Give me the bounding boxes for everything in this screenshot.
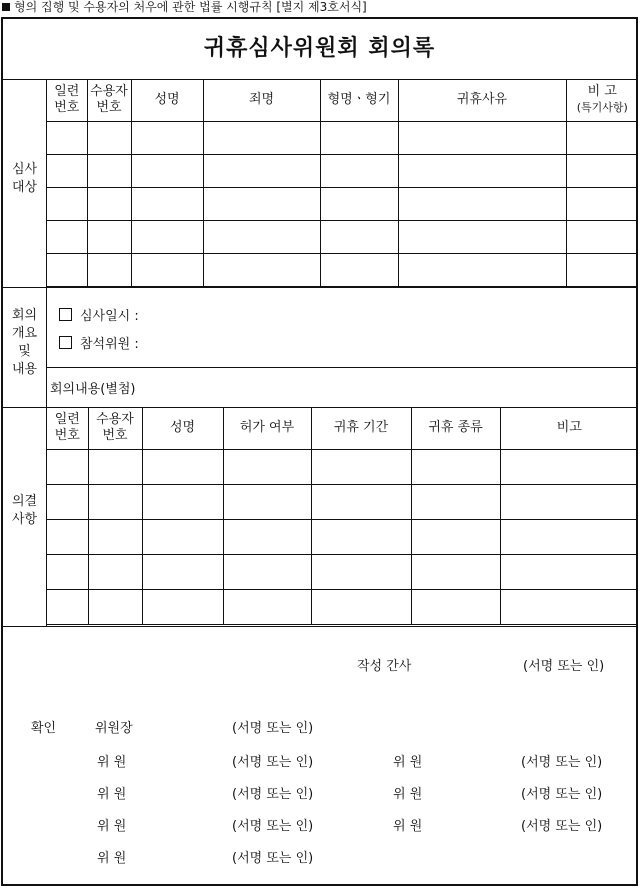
review-date-field [59, 305, 139, 324]
member-signature: (서명 또는 인) [232, 851, 314, 866]
member-label: 위 원 [97, 851, 127, 866]
confirm-label: 확인 [31, 721, 57, 736]
col-serial-number: 일련 번호 [47, 79, 87, 121]
section-review-targets-label [3, 79, 47, 287]
member-label: 위 원 [393, 755, 423, 770]
resolution-table [47, 407, 638, 625]
divider [47, 367, 636, 368]
member-signature: (서명 또는 인) [232, 787, 314, 802]
table-row [47, 154, 638, 187]
review-date-label: 심사일시 : [80, 309, 139, 324]
member-signature: (서명 또는 인) [521, 755, 603, 770]
member-signature: (서명 또는 인) [232, 819, 314, 834]
overview-label-line2: 개요 [11, 326, 38, 341]
col-name: 성명 [131, 79, 203, 121]
divider [3, 287, 636, 288]
col-furlough-period: 귀휴 기간 [311, 407, 411, 449]
member-label: 위 원 [393, 819, 423, 834]
checkbox-icon[interactable] [59, 308, 72, 321]
col-serial-number: 일련 번호 [47, 407, 88, 449]
writer-signature: (서명 또는 인) [523, 659, 605, 674]
member-signature: (서명 또는 인) [232, 755, 314, 770]
col-inmate-number: 수용자 번호 [88, 407, 142, 449]
col-crime: 죄명 [203, 79, 320, 121]
member-label: 위 원 [97, 755, 127, 770]
section-resolution-label [3, 407, 47, 626]
checkbox-icon[interactable] [59, 336, 72, 349]
table-row [47, 484, 638, 519]
review-header-row [47, 79, 638, 121]
col-remarks [566, 79, 638, 121]
table-row [47, 253, 638, 286]
review-label-line2: 대상 [11, 180, 38, 195]
member-signature: (서명 또는 인) [521, 819, 603, 834]
overview-label-line1: 회의 [11, 308, 38, 323]
review-label-line1: 심사 [11, 162, 38, 177]
col-name: 성명 [142, 407, 223, 449]
attending-members-label: 참석위원 : [80, 337, 139, 352]
resolution-label-line2: 사항 [11, 512, 38, 527]
table-row [47, 187, 638, 220]
col-remarks-sub: (특기사항) [576, 100, 628, 114]
meeting-minutes-form [1, 17, 638, 886]
form-title: 귀휴심사위원회 회의록 [3, 19, 636, 80]
divider [3, 626, 636, 627]
meeting-content-label: 회의내용(별첨) [50, 382, 136, 397]
table-row [47, 554, 638, 589]
member-signature: (서명 또는 인) [521, 787, 603, 802]
col-remarks-label: 비 고 [587, 83, 617, 99]
review-targets-table [47, 79, 638, 287]
table-row [47, 519, 638, 554]
form-header-text: 형의 집행 및 수용자의 처우에 관한 법률 시행규칙 [별지 제3호서식] [14, 0, 367, 14]
table-row [47, 220, 638, 253]
writer-secretary-label: 작성 간사 [357, 659, 412, 674]
table-row [47, 449, 638, 484]
resolution-header-row [47, 407, 638, 449]
col-sentence: 형명ㆍ형기 [320, 79, 398, 121]
col-inmate-number: 수용자 번호 [87, 79, 131, 121]
resolution-label-line1: 의결 [11, 494, 38, 509]
col-furlough-reason: 귀휴사유 [398, 79, 566, 121]
col-furlough-type: 귀휴 종류 [411, 407, 500, 449]
col-remarks: 비고 [500, 407, 638, 449]
chair-signature: (서명 또는 인) [232, 721, 314, 736]
form-header [2, 0, 367, 14]
col-permission: 허가 여부 [223, 407, 311, 449]
member-label: 위 원 [393, 787, 423, 802]
overview-label-line4: 내용 [11, 362, 38, 377]
table-row [47, 121, 638, 154]
member-label: 위 원 [97, 819, 127, 834]
member-label: 위 원 [97, 787, 127, 802]
overview-label-line3: 및 [18, 344, 31, 359]
chair-label: 위원장 [95, 721, 133, 736]
section-meeting-overview-label [3, 287, 47, 407]
table-row [47, 589, 638, 624]
square-bullet-icon [2, 3, 10, 11]
attending-members-field [59, 333, 139, 352]
